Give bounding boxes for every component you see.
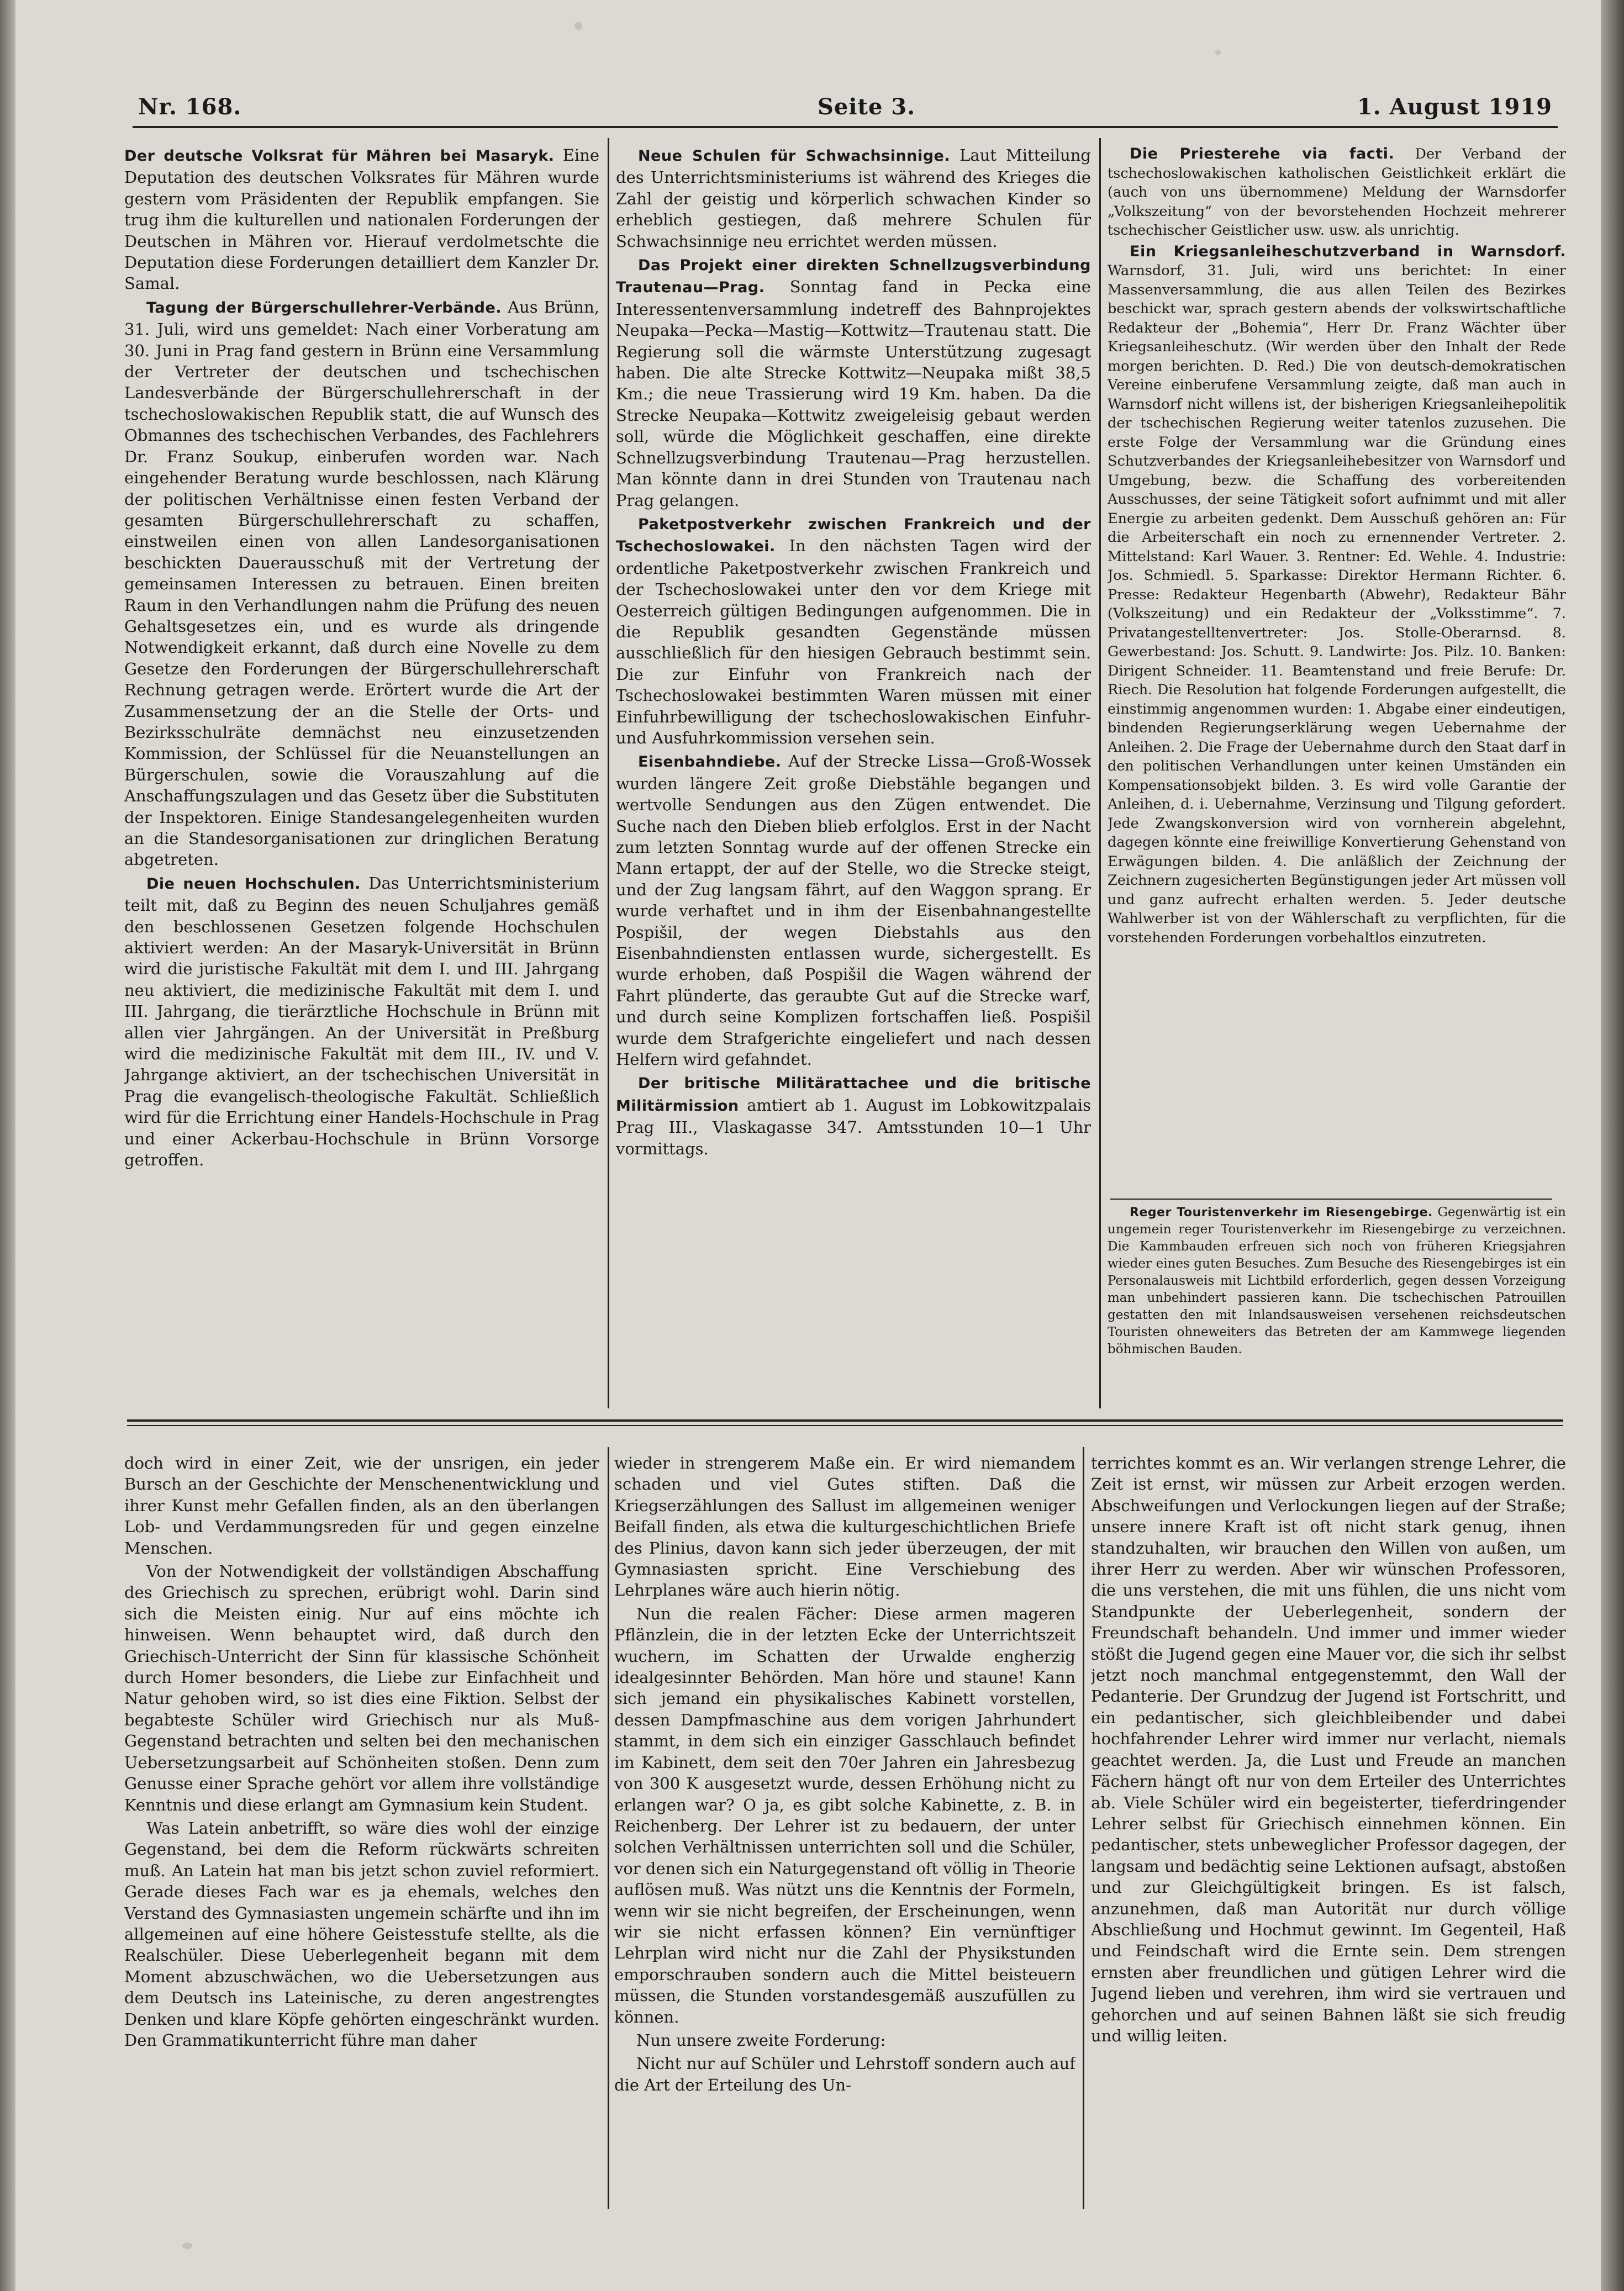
article-headline: Reger Touristenverkehr im Riesengebirge.: [1130, 1206, 1433, 1220]
paragraph: Nun unsere zweite Forderung:: [636, 2030, 886, 2050]
article-text: Gegenwärtig ist ein ungemein reger Touristenverkehr im Riesengebirge zu verzeichnen. Die Kammbauden erfreuen sich noch von früheren Kriegsjahren wieder eines guten Besuches. Zum Besuche des Riesengebirges ist ein Personalausweis mit Lichtbild erforderlich, gegen dessen Vorzeigung man unbehindert passieren kann. Die tschechischen Patrouillen gestatten den mit Inlandsausweisen versehenen reichsdeutschen Touristen ohneweiters das Betreten der am Kammwege liegenden böhmischen Bauden.: [1108, 1205, 1566, 1356]
section-rule: [127, 1425, 1563, 1426]
bottom-column-1: [124, 1453, 599, 2215]
paragraph: doch wird in einer Zeit, wie der unsrigen, ein jeder Bursch an der Geschichte der Menschenentwicklung und ihrer Kunst mehr Gefallen finden, als an den überlangen Lob- und Verdammungsreden für und gegen einzelne Menschen.: [124, 1454, 599, 1558]
ink-blemish: [182, 2242, 192, 2249]
masthead: [138, 94, 1552, 138]
paragraph: Nicht nur auf Schüler und Lehrstoff sondern auch auf die Art der Erteilung des Un-: [614, 2054, 1075, 2094]
article: [616, 1072, 1091, 1159]
paragraph: Von der Notwendigkeit der vollständigen Abschaffung des Griechisch zu sprechen, erübrigt wohl. Darin sind sich die Meisten einig. Nur auf eins möchte ich hinweisen. Wenn behauptet wird, daß durch den Griechisch-Unterricht der Sinn für klassische Schönheit durch Homer besonders, die Liebe zur Einfachheit und Natur gehoben wird, so ist dies eine Fiktion. Selbst der begabteste Schüler wird Griechisch nur als Muß-Gegenstand betrachten und selten bei den mechanischen Uebersetzungsarbeit auf Schönheiten stoßen. Denn zum Genusse einer Sprache gehört vor allem ihre vollständige Kenntnis und diese erlangt am Gymnasium kein Student.: [124, 1562, 599, 1814]
article-headline: Die Priesterehe via facti.: [1130, 145, 1395, 162]
article: [1108, 242, 1566, 948]
paragraph: wieder in strengerem Maße ein. Er wird niemandem schaden und viel Gutes stiften. Daß die Kriegserzählungen des Sallust im allgemeinen weniger Beifall finden, als etwa die kulturgeschichtlichen Briefe des Plinius, davon kann sich jeder überzeugen, der mit Gymnasiasten spricht. Eine Verschiebung des Lehrplanes wäre auch hierin nötig.: [614, 1454, 1075, 1600]
article-text: Das Unterrichtsministerium teilt mit, daß zu Beginn des neuen Schuljahres gemäß den beschlossenen Gesetzen folgende Hochschulen aktiviert werden: An der Masaryk-Universität in Brünn wird die juristische Fakultät mit dem I. und III. Jahrgang neu aktiviert, die medizinische Fakultät mit dem I. und III. Jahrgang, die tierärztliche Hochschule in Brünn mit allen vier Jahrgängen. An der Universität in Preßburg wird die medizinische Fakultät mit dem III., IV. und V. Jahrgange aktiviert, an der tschechischen Universität in Prag die evangelisch-theologische Fakultät. Schließlich wird für die Errichtung einer Handels-Hochschule in Prag und einer Ackerbau-Hochschule in Brünn Vorsorge getroffen.: [124, 873, 599, 1170]
article: [616, 513, 1091, 748]
ink-blemish: [574, 22, 582, 30]
article-text: Der Verband der tschechoslowakischen katholischen Geistlichkeit erklärt die (auch von uns übernommene) Meldung der Warnsdorfer „Volkszeitung“ von der bevorstehenden Hochzeit mehrerer tschechischer Geistlicher usw. usw. als unrichtig.: [1108, 146, 1566, 239]
top-column-3-notice: [1108, 1204, 1566, 1414]
article: [616, 254, 1091, 511]
article-headline: Die neuen Hochschulen.: [146, 875, 361, 893]
article: [616, 145, 1091, 252]
column-rule: [1083, 1447, 1084, 2209]
article-headline: Das Projekt einer direkten Schnellzugsverbindung Trautenau—Prag.: [616, 257, 1091, 297]
article-separator: [1110, 1199, 1552, 1200]
paragraph: Was Latein anbetrifft, so wäre dies wohl der einzige Gegenstand, bei dem die Reform rückwärts schreiten muß. An Latein hat man bis jetzt schon zuviel reformiert. Gerade dieses Fach war es ja ehemals, welches den Verstand des Gymnasiasten ungemein schärfte und ihn im allgemeinen auf eine höhere Geistesstufe stellte, als die Realschüler. Diese Ueberlegenheit begann mit dem Moment abzuschwächen, wo die Uebersetzungen aus dem Deutsch ins Lateinische, zu deren angestrengtes Denken und klare Köpfe gehörten eingeschränkt wurden. Den Grammatikunterricht führe man daher: [124, 1818, 599, 2050]
article: [616, 751, 1091, 1070]
article-text: Aus Brünn, 31. Juli, wird uns gemeldet: Nach einer Vorberatung am 30. Juni in Prag fand gestern in Brünn eine Versammlung der Vertreter der deutschen und tschechischen Landesverbände der Bürgerschullehrerschaft in der tschechoslowakischen Republik statt, die auf Wunsch des Obmannes des tschechischen Verbandes, des Fachlehrers Dr. Franz Soukup, einberufen worden war. Nach eingehender Beratung wurde beschlossen, nach Klärung der politischen Verhältnisse einen festen Verband der gesamten Bürgerschullehrerschaft zu schaffen, einstweilen einen von allen Landesorganisationen beschickten Dauerausschuß mit der Vertretung der gemeinsamen Interessen zu betrauen. Einen breiten Raum in den Verhandlungen nahm die Prüfung des neuen Gehaltsgesetzes ein, und es wurde als dringende Notwendigkeit erkannt, daß durch eine Novelle zu dem Gesetze den Forderungen der Bürgerschullehrerschaft Rechnung getragen werde. Erörtert wurde die Art der Zusammensetzung der an die Stelle der Orts- und Bezirksschulräte demnächst neu einzusetzenden Kommission, der Schlüssel für die Neuanstellungen an Bürgerschulen, sowie die Vorauszahlung auf die Anschaffungszulagen und das Gesetz über die Substituten der Inspektoren. Einige Standesangelegenheiten wurden an die Standesorganisationen zur dringlichen Beratung abgetreten.: [124, 297, 599, 869]
article: [124, 145, 599, 294]
article-text: In den nächsten Tagen wird der ordentliche Paketpostverkehr zwischen Frankreich und der Tschechoslowakei unter den vor dem Kriege mit Oesterreich gültigen Bedingungen aufgenommen. Die in die Republik gesandten Gegenstände müssen ausschließlich für den hiesigen Gebrauch bestimmt sein. Die zur Einfuhr von Frankreich nach der Tschechoslowakei bestimmten Waren müssen mit einer Einfuhrbewilligung der tschechoslowakischen Einfuhr- und Ausfuhrkommission versehen sein.: [616, 536, 1091, 747]
article: [124, 297, 599, 870]
article: [1108, 1204, 1566, 1358]
article-headline: Neue Schulen für Schwachsinnige.: [638, 147, 951, 165]
bottom-column-2: [614, 1453, 1075, 2215]
paragraph: terrichtes kommt es an. Wir verlangen strenge Lehrer, die Zeit ist ernst, wir müssen zur Arbeit erzogen werden. Abschweifungen und Verlockungen liegen auf der Straße; unsere innere Kraft ist oft nicht stark genug, ihnen standzuhalten, wir brauchen den Willen von außen, um ihrer Herr zu werden. Aber wir wünschen Professoren, die uns verstehen, die mit uns fühlen, die uns nicht vom Standpunkte der Ueberlegenheit, sondern der Freundschaft behandeln. Und immer und immer wieder stößt die Jugend gegen eine Mauer vor, die sich ihr selbst jetzt noch manchmal entgegenstemmt, den Wall der Pedanterie. Der Grundzug der Jugend ist Fortschritt, und ein pedantischer, sich gleichbleibender und dabei hochfahrender Lehrer wird immer nur verlacht, niemals geachtet werden. Ja, die Lust und Freude an manchen Fächern hängt oft nur von dem Erteiler des Unterrichtes ab. Viele Schüler wird ein begeisterter, tieferdringender Lehrer selbst für Griechisch einnehmen können. Ein pedantischer, stets unbeweglicher Professor dagegen, der langsam und bedächtig seine Lektionen aufsagt, abstoßen und zur Gleichgültigkeit bringen. Es ist falsch, anzunehmen, daß man Autorität nur durch völlige Abschließung und Hochmut gewinnt. Im Gegenteil, Haß und Feindschaft wird die Ernte sein. Dem strengen ernsten aber freundlichen und gütigen Lehrer wird die Jugend lieben und verehren, ihm wird sie vertrauen und gehorchen und auf seinen Bahnen läßt sie sich freudig und willig leiten.: [1091, 1454, 1566, 2045]
bottom-column-3: [1091, 1453, 1566, 2215]
section-rule: [127, 1419, 1563, 1422]
article: [124, 873, 599, 1171]
article-headline: Ein Kriegsanleiheschutzverband in Warnsdorf.: [1130, 242, 1566, 260]
article-text: Eine Deputation des deutschen Volksrates für Mähren wurde gestern vom Präsidenten der Republik empfangen. Sie trug ihm die kulturellen und nationalen Forderungen der Deutschen in Mähren vor. Hierauf verdolmetschte die Deputation diese Forderungen detailliert dem Kanzler Dr. Samal.: [124, 146, 599, 293]
article-headline: Der deutsche Volksrat für Mähren bei Masaryk.: [124, 147, 555, 165]
issue-date: 1. August 1919: [1357, 94, 1552, 120]
column-rule: [608, 138, 609, 1408]
article-text: Laut Mitteilung des Unterrichtsministeriums ist während des Krieges die Zahl der geistig und körperlich schwachen Kinder so erheblich gestiegen, daß mehrere Schulen für Schwachsinnige neu errichtet werden müssen.: [616, 146, 1091, 251]
issue-number: Nr. 168.: [138, 94, 242, 120]
article-text: amtiert ab 1. August im Lobkowitzpalais Prag III., Vlaskagasse 347. Amtsstunden 10—1 Uhr vormittags.: [616, 1095, 1091, 1158]
article-headline: Paketpostverkehr zwischen Frankreich und der Tschechoslowakei.: [616, 515, 1091, 556]
article: [1108, 145, 1566, 240]
top-column-1: [124, 145, 599, 1415]
top-column-2: [616, 145, 1091, 1415]
ink-blemish: [1215, 50, 1221, 55]
paragraph: Nun die realen Fächer: Diese armen mageren Pflänzlein, die in der letzten Ecke der Unterrichtszeit wuchern, im Schatten der Urwalde engherzig idealgesinnter Behörden. Man höre und staune! Kann sich jemand ein physikalisches Kabinett vorstellen, dessen Dampfmaschine aus dem vorigen Jahrhundert stammt, in dem sich ein einziger Gasschlauch befindet im Kabinett, dem seit den 70er Jahren ein Jahresbezug von 300 K ausgesetzt wurde, dessen Erhöhung nicht zu erlangen war? O ja, es gibt solche Kabinette, z. B. in Reichenberg. Der Lehrer ist zu bedauern, der unter solchen Verhältnissen unterrichten soll und die Schüler, vor denen sich ein Naturgegenstand oft völlig in Theorie auflösen muß. Was nützt uns die Kenntnis der Formeln, wenn wir sie nicht begreifen, der Erscheinungen, wenn wir sie nicht erfassen können? Ein vernünftiger Lehrplan wird nicht nur die Zahl der Physikstunden emporschrauben sondern auch die Mittel beisteuern müssen, die Stunden vorstandesgemäß auszufüllen zu können.: [614, 1604, 1075, 2026]
article-headline: Tagung der Bürgerschullehrer-Verbände.: [146, 299, 502, 316]
article-headline: Eisenbahndiebe.: [638, 753, 782, 771]
column-rule: [608, 1447, 609, 2209]
article-headline: Der britische Militärattachee und die britische Militärmission: [616, 1075, 1091, 1115]
article-text: Warnsdorf, 31. Juli, wird uns berichtet: In einer Massenversammlung, die aus allen Teilen des Bezirkes beschickt war, sprach gestern abends der volkswirtschaftliche Redakteur der „Bohemia“, Herr Dr. Franz Wächter über Kriegsanleiheschutz. (Wir werden über den Inhalt der Rede morgen berichten. D. Red.) Die von deutsch-demokratischen Vereine einberufene Versammlung zeigte, daß man auch in Warnsdorf nicht willens ist, der bisherigen Kriegsanleihepolitik der tschechischen Regierung weiter tatenlos zuzusehen. Die erste Folge der Versammlung war die Gründung eines Schutzverbandes der Kriegsanleihebesitzer von Warnsdorf und Umgebung, bezw. die Schaffung des vorbereitenden Ausschusses, der seine Tätigkeit sofort aufnimmt und mit aller Energie zu arbeiten gedenkt. Dem Ausschuß gehören an: Für die Arbeiterschaft ein noch zu ernennender Vertreter. 2. Mittelstand: Karl Wauer. 3. Rentner: Ed. Wehle. 4. Industrie: Jos. Schmiedl. 5. Sparkasse: Direktor Hermann Richter. 6. Presse: Redakteur Hegenbarth (Abwehr), Redakteur Bähr (Volkszeitung) und ein Redakteur der „Volksstimme“. 7. Privatangestelltenvertreter: Jos. Stolle-Oberarnsd. 8. Gewerbestand: Jos. Schutt. 9. Landwirte: Jos. Pilz. 10. Banken: Dirigent Schneider. 11. Beamtenstand und freie Berufe: Dr. Riech. Die Resolution hat folgende Forderungen aufgestellt, die einstimmig angenommen wurden: 1. Abgabe einer eindeutigen, bindenden Regierungserklärung wegen Uebernahme der Anleihen. 2. Die Frage der Uebernahme durch den Staat darf in den politischen Verhandlungen unter keinen Umständen ein Kompensationsobjekt bilden. 3. Es wird volle Garantie der Anleihen, d. i. Uebernahme, Verzinsung und Tilgung gefordert. Jede Zwangskonversion wird von vornherein abgelehnt, dagegen könnte eine freiwillige Konvertierung Gehenstand von Erwägungen bilden. 4. Die anläßlich der Zeichnung der Zeichnern zugesicherten Begünstigungen jeder Art müssen voll und ganz aufrecht erhalten werden. 5. Jeder deutsche Wahlwerber ist von der Wählerschaft zu verpflichten, für die vorstehenden Forderungen vorbehaltlos einzutreten.: [1108, 262, 1566, 946]
masthead-rule: [133, 126, 1558, 128]
page-number: Seite 3.: [818, 94, 916, 120]
column-rule: [1099, 138, 1101, 1408]
top-column-3: [1108, 145, 1566, 1194]
article-text: Sonntag fand in Pecka eine Interessentenversammlung indetreff des Bahnprojektes Neupaka—Pecka—Mastig—Kottwitz—Trautenau statt. Die Regierung soll die wärmste Unterstützung zugesagt haben. Die alte Strecke Kottwitz—Neupaka mißt 38,5 Km.; die neue Trassierung wird 19 Km. haben. Da die Strecke Neupaka—Kottwitz zweigeleisig gebaut werden soll, würde die Möglichkeit geschaffen, eine direkte Schnellzugsverbindung Trautenau—Prag herzustellen. Man könnte dann in drei Stunden von Trautenau nach Prag gelangen.: [616, 277, 1091, 510]
article-text: Auf der Strecke Lissa—Groß-Wossek wurden längere Zeit große Diebstähle begangen und wertvolle Sendungen aus den Zügen entwendet. Die Suche nach den Dieben blieb erfolglos. Erst in der Nacht zum letzten Sonntag wurde auf der offenen Strecke ein Mann ertappt, der auf der Stelle, wo die Strecke steigt, und der Zug langsam fährt, auf den Waggon sprang. Er wurde verhaftet und in ihm der Eisenbahnangestellte Pospišil, der wegen Diebstahls aus den Eisenbahndiensten entlassen wurde, sichergestellt. Es wurde erhoben, daß Pospišil die Wagen während der Fahrt plünderte, das geraubte Gut auf die Strecke warf, und durch seine Komplizen fortschaffen ließ. Pospišil wurde dem Strafgerichte eingeliefert und nach dessen Helfern wird gefahndet.: [616, 752, 1091, 1069]
